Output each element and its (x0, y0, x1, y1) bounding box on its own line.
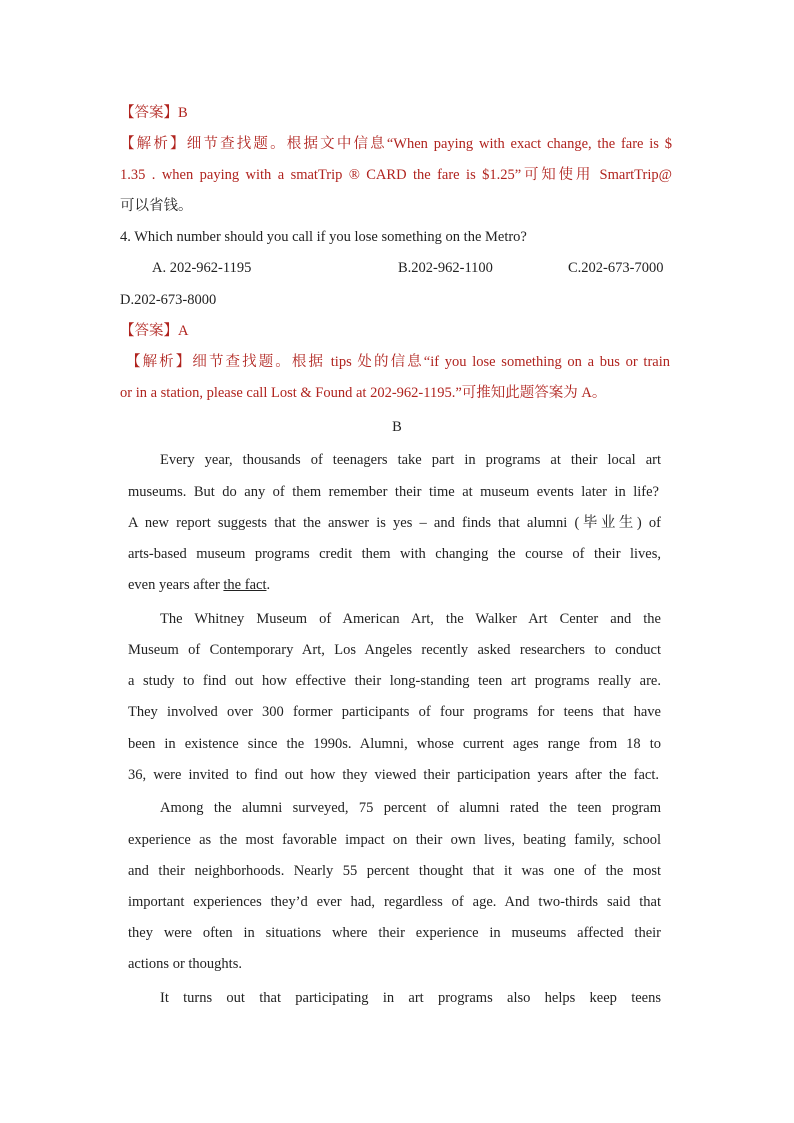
p1-line-2: museums. But do any of them remember their time at museum events later in life? (128, 484, 659, 500)
section-title: B (392, 419, 402, 435)
option-d: D.202-673-8000 (120, 292, 217, 308)
answer-value: B (178, 105, 188, 121)
p2-line-2: Museum of Contemporary Art, Los Angeles recently asked researchers to conduct (128, 642, 661, 658)
analysis-line-1 (120, 134, 672, 154)
p3-line-6: actions or thoughts. (128, 956, 242, 972)
p2-line-6: 36, were invited to find out how they viewed their participation years after the fact. (128, 767, 659, 783)
answer-line-2 (120, 321, 188, 341)
p1-line-3: A new report suggests that the answer is yes – and finds that alumni (毕业生) of (128, 515, 661, 531)
p2-line-4: They involved over 300 former participants of four programs for teens that have (128, 704, 661, 720)
analysis2-line-1 (126, 352, 670, 372)
p3-line-4: important experiences they’d ever had, regardless of age. And two-thirds said that (128, 894, 661, 910)
p1-line-1: Every year, thousands of teenagers take part in programs at their local art (160, 452, 661, 468)
p1-last-period: . (266, 577, 271, 593)
p1-line-4: arts-based museum programs credit them with changing the course of their lives, (128, 546, 661, 562)
option-b: B.202-962-1100 (398, 260, 493, 276)
p1-line-5 (128, 575, 270, 595)
analysis2-line-2: or in a station, please call Lost & Found at 202-962-1195.”可推知此题答案为 A。 (120, 385, 607, 401)
p3-line-2: experience as the most favorable impact on their own lives, beating family, school (128, 832, 661, 848)
p1-last-text: even years after (128, 577, 224, 593)
answer-line-1 (120, 103, 188, 123)
answer-label: 【答案】 (120, 323, 178, 339)
answer-value: A (178, 323, 189, 339)
p3-line-3: and their neighborhoods. Nearly 55 percent thought that it was one of the most (128, 863, 661, 879)
p3-line-1: Among the alumni surveyed, 75 percent of alumni rated the teen program (160, 800, 661, 816)
analysis-line-2: 1.35 . when paying with a smatTrip ® CARD the fare is $1.25”可知使用 SmartTrip@ (120, 167, 672, 183)
analysis-line-3: 可以省钱。 (120, 198, 193, 214)
option-c: C.202-673-7000 (568, 260, 664, 276)
answer-label: 【答案】 (120, 105, 178, 121)
analysis-text: 细节查找题。根据文中信息“When paying with exact change, the fare is $ (186, 136, 673, 152)
p2-line-3: a study to find out how effective their long-standing teen art programs really are. (128, 673, 661, 689)
analysis-label: 【解析】 (126, 354, 193, 370)
analysis-label: 【解析】 (120, 136, 187, 152)
question-stem: 4. Which number should you call if you lose something on the Metro? (120, 229, 527, 245)
underlined-phrase: the fact (223, 577, 267, 593)
p3-line-5: they were often in situations where their experience in museums affected their (128, 925, 661, 941)
analysis-text: 细节查找题。根据 tips 处的信息“if you lose something on a bus or train (192, 354, 671, 370)
p2-line-1: The Whitney Museum of American Art, the Walker Art Center and the (160, 611, 661, 627)
p2-line-5: been in existence since the 1990s. Alumni, whose current ages range from 18 to (128, 736, 661, 752)
option-a: A. 202-962-1195 (152, 260, 252, 276)
p4-line-1: It turns out that participating in art programs also helps keep teens (160, 990, 661, 1006)
